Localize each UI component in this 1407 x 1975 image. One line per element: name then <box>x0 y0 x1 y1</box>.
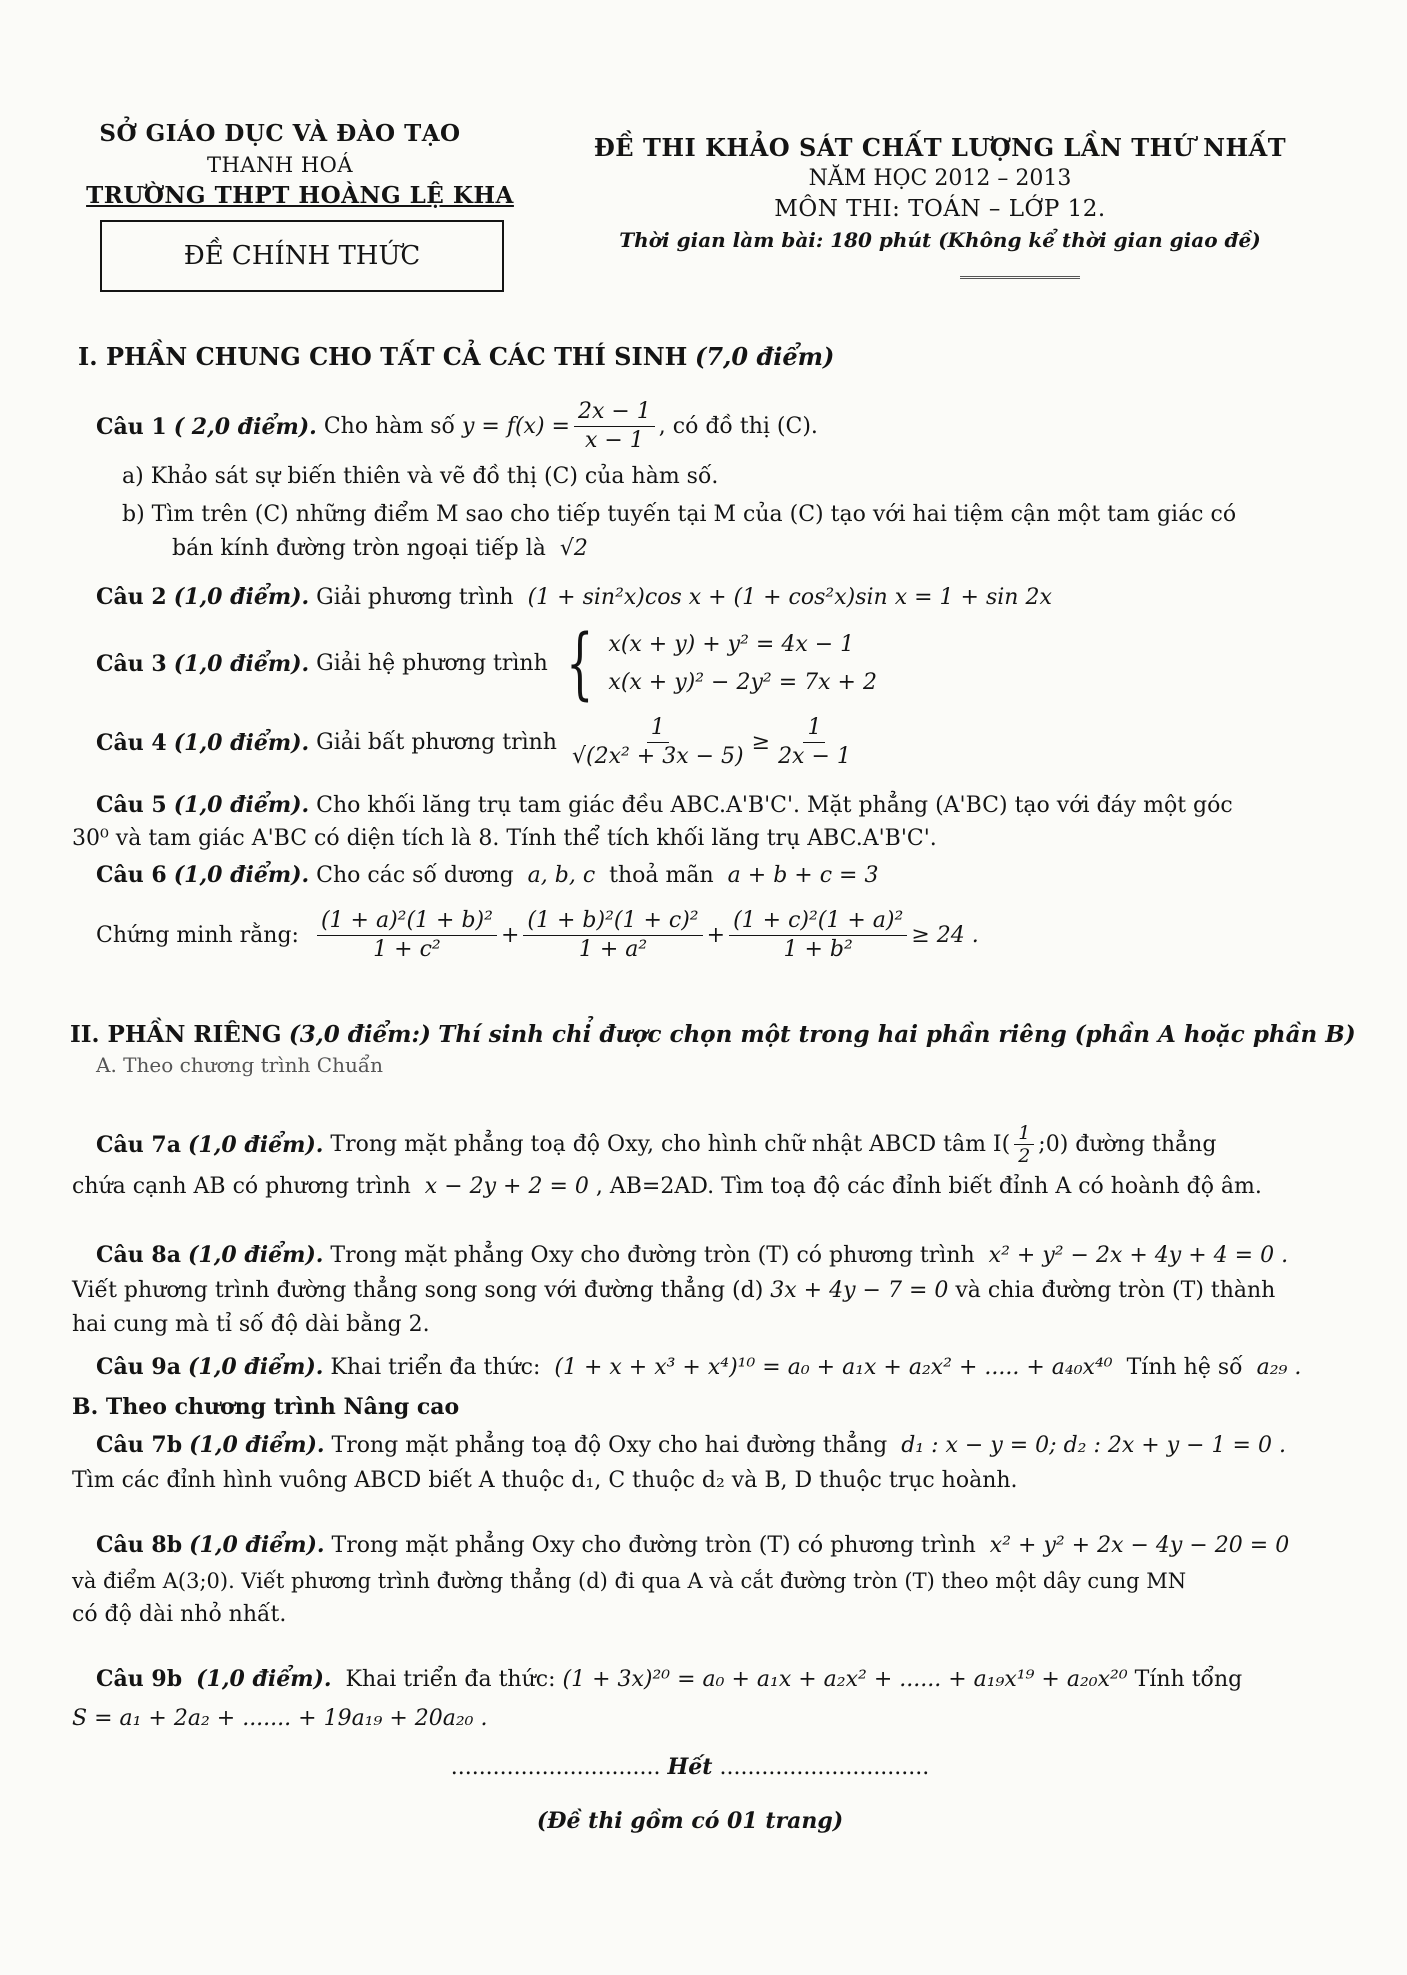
q8a-text-1: Trong mặt phẳng Oxy cho đường tròn (T) có phương trình <box>330 1243 975 1268</box>
q1-b2-text: bán kính đường tròn ngoại tiếp là <box>172 536 546 561</box>
question-8b-line3: có độ dài nhỏ nhất. <box>72 1602 287 1627</box>
question-8b-line2: và điểm A(3;0). Viết phương trình đường thẳng (d) đi qua A và cắt đường tròn (T) theo một dây cung MN <box>72 1569 1187 1593</box>
q8a-math-1: x² + y² − 2x + 4y + 4 = 0 . <box>988 1243 1289 1268</box>
q9a-coefficient: a₂₉ . <box>1256 1355 1302 1380</box>
end-dots-left: .............................. <box>450 1755 661 1780</box>
question-8a-line3: hai cung mà tỉ số độ dài bằng 2. <box>72 1312 430 1337</box>
q9a-text: Khai triển đa thức: <box>330 1355 541 1380</box>
question-5-line1 <box>96 790 1233 821</box>
question-9b-line1 <box>96 1664 1242 1695</box>
q2-math: (1 + sin²x)cos x + (1 + cos²x)sin x = 1 + sin 2x <box>527 585 1052 610</box>
q6-cond-text: thoả mãn <box>609 863 714 888</box>
q6-fraction-1 <box>317 907 497 964</box>
province-name: THANH HOÁ <box>206 153 354 177</box>
exam-title: ĐỀ THI KHẢO SÁT CHẤT LƯỢNG LẦN THỨ NHẤT <box>593 133 1287 162</box>
official-box <box>100 220 504 292</box>
end-dots-right: .............................. <box>719 1755 930 1780</box>
q9b-label: Câu 9b <box>96 1666 183 1692</box>
q6-prove-text: Chứng minh rằng: <box>96 922 299 948</box>
q1-tail: , có đồ thị (C). <box>658 413 818 439</box>
q7a-text-2: chứa cạnh AB có phương trình <box>72 1174 411 1199</box>
part2-heading <box>70 1020 1356 1050</box>
school-year: NĂM HỌC 2012 – 2013 <box>808 166 1072 191</box>
question-2 <box>96 582 1052 613</box>
q7a-math: x − 2y + 2 = 0 <box>424 1174 589 1199</box>
school-name: TRƯỜNG THPT HOÀNG LỆ KHA <box>86 182 514 209</box>
part2-b-title: B. Theo chương trình Nâng cao <box>72 1394 460 1420</box>
q1-denominator: x − 1 <box>584 428 644 453</box>
q4-denominator-1: √(2x² + 3x − 5) <box>571 744 744 769</box>
q1-numerator: 2x − 1 <box>574 398 655 427</box>
page-note: (Đề thi gồm có 01 trang) <box>536 1808 844 1834</box>
question-1 <box>96 398 818 455</box>
q6-denominator-3: 1 + b² <box>783 937 853 962</box>
q8b-math-1: x² + y² + 2x − 4y − 20 = 0 <box>989 1533 1290 1558</box>
official-label: ĐỀ CHÍNH THỨC <box>183 241 421 271</box>
q6-vars: a, b, c <box>527 863 596 888</box>
q8b-points: (1,0 điểm). <box>189 1532 325 1558</box>
q8b-label: Câu 8b <box>96 1532 183 1558</box>
q7b-math-1: d₁ : x − y = 0; d₂ : 2x + y − 1 = 0 . <box>901 1433 1286 1458</box>
part2-points: (3,0 điểm:) <box>288 1021 431 1048</box>
q9a-points: (1,0 điểm). <box>187 1354 324 1380</box>
q9b-points: (1,0 điểm). <box>196 1666 332 1692</box>
q7a-label: Câu 7a <box>96 1131 181 1158</box>
q6-rhs: ≥ 24 . <box>911 922 979 948</box>
q9b-text: Khai triển đa thức: <box>345 1667 556 1692</box>
q2-text: Giải phương trình <box>316 585 514 610</box>
q6-condition: a + b + c = 3 <box>727 863 879 888</box>
part1-points: (7,0 điểm) <box>695 342 835 371</box>
q7a-text-1: Trong mặt phẳng toạ độ Oxy, cho hình chữ nhật ABCD tâm I( <box>330 1131 1011 1157</box>
q1-part-b-line1: b) Tìm trên (C) những điểm M sao cho tiếp tuyến tại M của (C) tạo với hai tiệm cận một tam giác có <box>122 502 1237 527</box>
q9b-tail: Tính tổng <box>1134 1667 1243 1692</box>
q7a-fraction <box>1014 1122 1034 1167</box>
q4-fraction-right <box>774 714 855 771</box>
question-6 <box>96 860 878 891</box>
q6-numerator-1: (1 + a)²(1 + b)² <box>317 907 497 936</box>
question-3 <box>96 619 877 709</box>
q4-label: Câu 4 <box>96 729 167 756</box>
q6-label: Câu 6 <box>96 862 167 888</box>
q9b-math: (1 + 3x)²⁰ = a₀ + a₁x + a₂x² + ...... + a₁₉x¹⁹ + a₂₀x²⁰ <box>562 1667 1128 1692</box>
question-8b-line1 <box>96 1530 1289 1561</box>
q6-fraction-3 <box>729 907 907 964</box>
q7b-label: Câu 7b <box>96 1432 183 1458</box>
q6-text: Cho các số dương <box>316 863 514 888</box>
part1-heading <box>78 342 834 372</box>
q4-points: (1,0 điểm). <box>173 729 310 756</box>
q4-numerator-1: 1 <box>647 714 669 743</box>
q3-system <box>555 619 877 709</box>
q6-fraction-2 <box>523 907 702 964</box>
question-7a-line1 <box>96 1122 1216 1167</box>
q7a-points: (1,0 điểm). <box>187 1131 324 1158</box>
question-7b-line2: Tìm các đỉnh hình vuông ABCD biết A thuộc d₁, C thuộc d₂ và B, D thuộc trục hoành. <box>72 1468 1018 1493</box>
q9b-sum: S = a₁ + 2a₂ + ....... + 19a₁₉ + 20a₂₀ . <box>72 1706 488 1731</box>
question-8a-line2 <box>72 1276 1275 1306</box>
q6-points: (1,0 điểm). <box>173 862 310 888</box>
q3-label: Câu 3 <box>96 651 167 677</box>
q1-label: Câu 1 <box>96 413 167 440</box>
question-7a-line2 <box>72 1172 1262 1202</box>
department-name: SỞ GIÁO DỤC VÀ ĐÀO TẠO <box>99 120 461 147</box>
exam-subject: MÔN THI: TOÁN – LỚP 12. <box>774 196 1106 222</box>
q8a-text-2: Viết phương trình đường thẳng song song với đường thẳng (d) <box>72 1278 764 1303</box>
q7a-text-1b: ;0) đường thẳng <box>1038 1131 1217 1157</box>
q4-relation: ≥ <box>751 729 771 755</box>
part2-desc: Thí sinh chỉ được chọn một trong hai phần riêng (phần A hoặc phần B) <box>438 1021 1356 1048</box>
question-9a <box>96 1352 1301 1383</box>
q2-label: Câu 2 <box>96 584 167 610</box>
q3-equation-1: x(x + y) + y² = 4x − 1 <box>608 632 855 657</box>
q7a-denominator: 2 <box>1018 1145 1031 1167</box>
q9a-math: (1 + x + x³ + x⁴)¹⁰ = a₀ + a₁x + a₂x² + ..... + a₄₀x⁴⁰ <box>554 1355 1113 1380</box>
q1-text: Cho hàm số <box>323 413 455 439</box>
q4-denominator-2: 2x − 1 <box>778 744 851 769</box>
q6-denominator-1: 1 + c² <box>373 937 441 962</box>
q1-lhs: y = f(x) = <box>461 413 570 439</box>
question-5-line2: 30⁰ và tam giác A'BC có diện tích là 8. Tính thể tích khối lăng trụ ABC.A'B'C'. <box>72 826 937 851</box>
q5-points: (1,0 điểm). <box>173 792 310 818</box>
question-7b-line1 <box>96 1430 1286 1461</box>
end-marker <box>380 1752 1000 1783</box>
q4-numerator-2: 1 <box>803 714 825 743</box>
q7b-text-1: Trong mặt phẳng toạ độ Oxy cho hai đường thẳng <box>331 1433 888 1458</box>
q3-points: (1,0 điểm). <box>173 651 310 677</box>
q6-inequality: Chứng minh rằng: $\frac{\text{(1 + a)²(1 + b)²}}{\text{1 + c²}}$ + $\frac{\text{(1 + b)²(1 + c)²}}{\text{1 + a²}}$ + $\frac{\text{(1 + c)²(1 + a)²}}{\text{1 + b²}}$ ≥ 24 . <box>96 908 979 962</box>
q7b-points: (1,0 điểm). <box>189 1432 325 1458</box>
q1-fraction <box>574 398 655 455</box>
question-8a-line1 <box>96 1240 1288 1271</box>
q1-b2-math: √2 <box>559 536 588 561</box>
q8a-label: Câu 8a <box>96 1242 181 1268</box>
q5-text-1: Cho khối lăng trụ tam giác đều ABC.A'B'C'. Mặt phẳng (A'BC) tạo với đáy một góc <box>316 793 1233 818</box>
q9a-tail: Tính hệ số <box>1126 1355 1243 1380</box>
question-4 <box>96 714 859 771</box>
q6-denominator-2: 1 + a² <box>578 937 648 962</box>
q1-points: ( 2,0 điểm). <box>173 413 317 440</box>
brace-icon: { <box>565 619 594 709</box>
q3-text: Giải hệ phương trình <box>316 651 548 676</box>
q4-text: Giải bất phương trình <box>316 729 557 755</box>
q2-points: (1,0 điểm). <box>173 584 310 610</box>
part2-a-title: A. Theo chương trình Chuẩn <box>96 1053 383 1077</box>
q1-part-b-line2 <box>172 534 588 564</box>
q6-numerator-3: (1 + c)²(1 + a)² <box>729 907 907 936</box>
part1-title: I. PHẦN CHUNG CHO TẤT CẢ CÁC THÍ SINH <box>78 342 688 371</box>
q5-label: Câu 5 <box>96 792 167 818</box>
part2-title: II. PHẦN RIÊNG <box>70 1021 282 1048</box>
q9a-label: Câu 9a <box>96 1354 181 1380</box>
q7a-numerator: 1 <box>1014 1122 1034 1145</box>
q8a-points: (1,0 điểm). <box>187 1242 324 1268</box>
q4-fraction-left <box>568 714 748 771</box>
q8a-math-2: 3x + 4y − 7 = 0 <box>770 1278 949 1303</box>
end-label: Hết <box>667 1754 713 1780</box>
q8a-text-2b: và chia đường tròn (T) thành <box>955 1278 1276 1303</box>
header-rule <box>960 276 1080 279</box>
q6-numerator-2: (1 + b)²(1 + c)² <box>523 907 702 936</box>
q3-equation-2: x(x + y)² − 2y² = 7x + 2 <box>608 670 877 695</box>
q8b-text-1: Trong mặt phẳng Oxy cho đường tròn (T) có phương trình <box>331 1533 976 1558</box>
q1-part-a: a) Khảo sát sự biến thiên và vẽ đồ thị (C) của hàm số. <box>122 464 719 489</box>
q7a-text-2b: , AB=2AD. Tìm toạ độ các đỉnh biết đỉnh A có hoành độ âm. <box>595 1174 1262 1199</box>
exam-time: Thời gian làm bài: 180 phút (Không kể thời gian giao đề) <box>619 228 1261 252</box>
